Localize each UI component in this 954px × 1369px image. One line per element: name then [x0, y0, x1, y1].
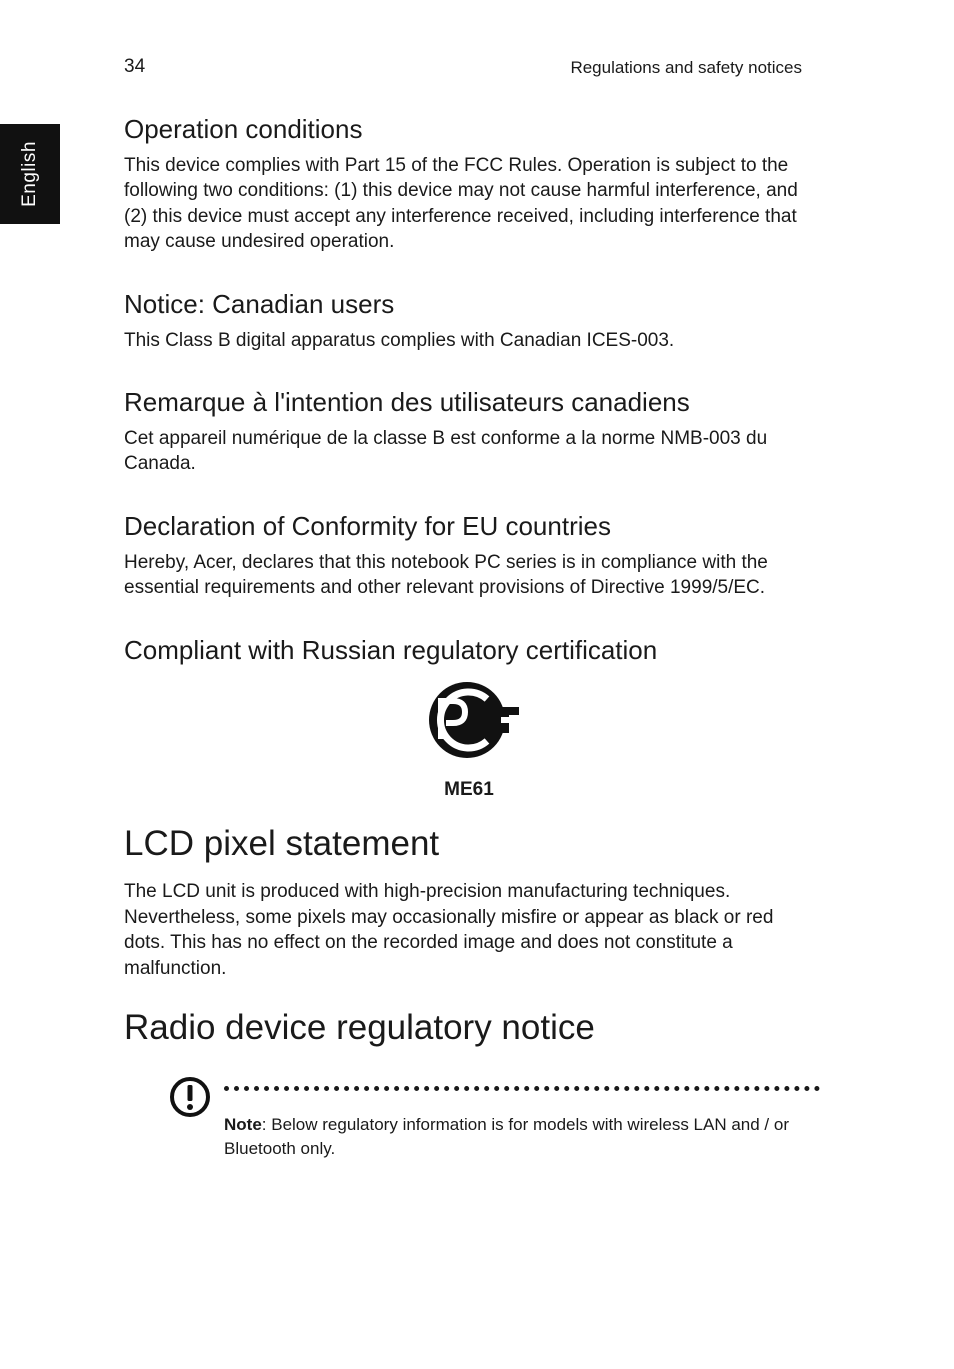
text-operation-conditions: This device complies with Part 15 of the FCC Rules. Operation is subject to the following two conditions: (1) this device may not cause harmful interference, and (2) this device must accept any interference received, including interference that may cause undesired operation. — [124, 154, 798, 253]
note-divider — [224, 1086, 820, 1091]
exclamation-circle-icon — [168, 1075, 212, 1119]
text-lcd-pixel: The LCD unit is produced with high-precision manufacturing techniques. Nevertheless, some pixels may occasionally misfire or appear as black or red dots. This has no effect on the recorded image and does not constitute a malfunction. — [124, 881, 774, 979]
certification-block — [124, 679, 814, 801]
heading-canadian-users: Notice: Canadian users — [124, 288, 395, 319]
page-content — [124, 113, 814, 1191]
heading-russian-certification: Compliant with Russian regulatory certification — [124, 634, 658, 665]
certification-code: ME61 — [444, 779, 494, 801]
heading-remarque-canadiens: Remarque à l'intention des utilisateurs canadiens — [124, 387, 690, 418]
running-header: Regulations and safety notices — [570, 58, 802, 77]
text-canadian-users: This Class B digital apparatus complies with Canadian ICES-003. — [124, 329, 675, 351]
note-text — [224, 1113, 794, 1161]
page-number: 34 — [124, 56, 146, 77]
note-body: : Below regulatory information is for models with wireless LAN and / or Bluetooth only. — [224, 1115, 789, 1159]
heading-lcd-pixel: LCD pixel statement — [124, 824, 440, 864]
language-tab-label: English — [19, 141, 40, 207]
note-label: Note — [224, 1115, 262, 1135]
text-eu-conformity: Hereby, Acer, declares that this notebook PC series is in compliance with the essential requirements and other relevant provisions of Directive 1999/5/EC. — [124, 551, 768, 599]
text-remarque-canadiens: Cet appareil numérique de la classe B est conforme a la norme NMB-003 du Canada. — [124, 427, 768, 475]
pct-certification-logo — [417, 679, 521, 761]
note-box — [124, 1071, 814, 1191]
language-tab — [0, 124, 60, 224]
heading-radio-device: Radio device regulatory notice — [124, 1008, 595, 1048]
heading-eu-conformity: Declaration of Conformity for EU countries — [124, 510, 611, 541]
heading-operation-conditions: Operation conditions — [124, 114, 363, 144]
